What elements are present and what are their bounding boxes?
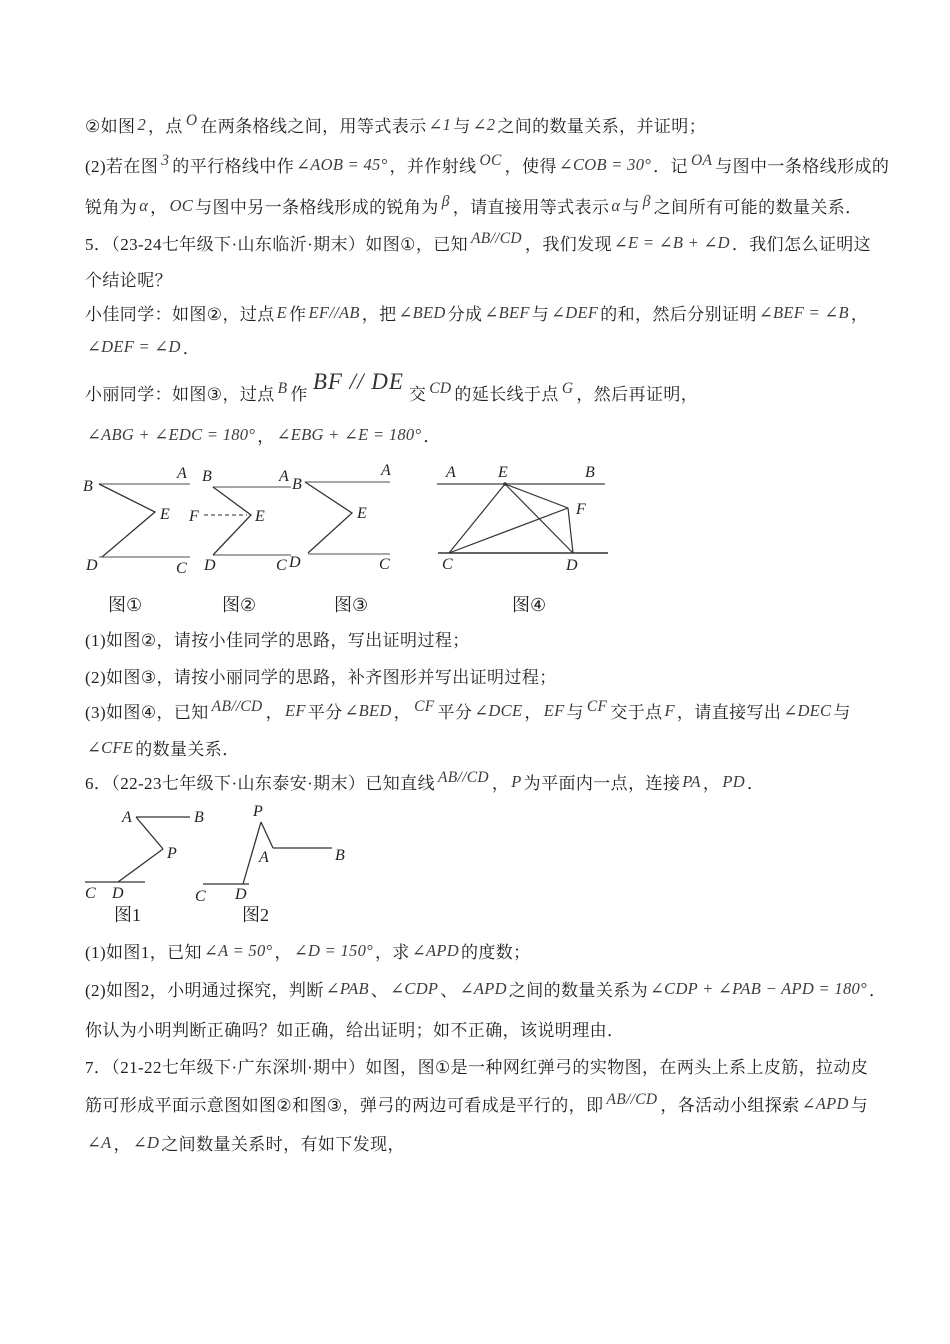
text-run: 与: [566, 703, 584, 722]
text-line-5: [85, 269, 172, 293]
math-run: ∠A: [87, 1133, 112, 1152]
math-run: ∠2: [472, 115, 496, 134]
math-run: ∠DEC: [783, 701, 832, 720]
text-run: (2)如图③，请按小丽同学的思路，补齐图形并写出证明过程；: [85, 668, 557, 687]
text-line-2: [85, 152, 890, 180]
text-line-1: [85, 112, 707, 140]
math-run: ∠DEF: [551, 303, 599, 322]
math-run: α: [611, 196, 621, 215]
fig6a-label-P: P: [167, 845, 177, 862]
fig4-point-E: [503, 482, 507, 486]
math-run: EF: [543, 701, 565, 720]
text-line-15: [85, 941, 531, 965]
math-run: ∠DCE: [474, 701, 523, 720]
text-run: ，使得: [504, 157, 557, 176]
text-run: 你认为小明判断正确吗？如正确，给出证明；如不正确，该说明理由．: [85, 1021, 625, 1040]
fig4-label-C: C: [442, 556, 453, 573]
math-run: OC: [169, 196, 194, 215]
fig1-label-C: C: [176, 560, 187, 577]
fig1-label-B: B: [83, 478, 93, 495]
math-run: ∠E = ∠B + ∠D: [613, 233, 730, 252]
math-run: ∠D = 150°: [293, 941, 374, 960]
math-run: AB//CD: [437, 769, 489, 786]
math-run: ∠BEF: [484, 303, 530, 322]
fig3-label-A: A: [381, 462, 391, 479]
fig1-zigzag-BED: [99, 484, 155, 557]
text-run: ，: [524, 703, 542, 722]
math-run: ∠1: [428, 115, 452, 134]
fig6b-label-C: C: [195, 888, 206, 905]
fig3-label-D: D: [289, 554, 301, 571]
text-run: ，: [113, 1135, 131, 1154]
fig4-label-A: A: [446, 464, 456, 481]
math-run: AB//CD: [211, 698, 263, 715]
fig2-label-E: E: [255, 508, 265, 525]
math-run: G: [561, 380, 574, 397]
text-run: 与: [622, 198, 640, 217]
text-run: 与: [531, 305, 550, 324]
fig6a-label-B: B: [194, 809, 204, 826]
text-line-4: [85, 230, 872, 258]
text-line-20: [85, 1133, 405, 1157]
text-run: ，把: [361, 305, 397, 324]
fig6b-label-B: B: [335, 847, 345, 864]
text-run: 5．（23-24七年级下·山东临沂·期末）如图①，已知: [85, 235, 469, 254]
text-run: ，: [265, 703, 283, 722]
text-run: 之间数量关系时，有如下发现，: [161, 1135, 405, 1154]
math-run: B: [277, 380, 288, 397]
text-run: ，: [257, 427, 275, 446]
fig6a-segment-AP: [136, 817, 163, 849]
fig6b-label-P: P: [253, 803, 263, 820]
text-run: ，请直接用等式表示: [452, 198, 610, 217]
math-run: α: [139, 196, 149, 215]
text-run: 7．（21-22七年级下·广东深圳·期中）如图，图①是一种网红弹弓的实物图，在两头上系上皮筋，拉动皮: [85, 1058, 869, 1077]
math-run: E: [276, 303, 288, 322]
text-run: 个结论呢？: [85, 271, 172, 290]
math-run: ∠EBG + ∠E = 180°: [276, 425, 422, 444]
fig2-label-F: F: [189, 508, 199, 525]
text-run: (2)若在图: [85, 157, 159, 176]
text-run: 的延长线于点: [454, 385, 559, 404]
text-run: ，: [702, 774, 721, 793]
text-run: ，并作射线: [389, 157, 477, 176]
math-run: F: [664, 701, 675, 720]
math-run: EF//AB: [308, 303, 360, 322]
fig2-label-B: B: [202, 468, 212, 485]
math-run: ∠COB = 30°: [558, 155, 652, 174]
math-run: ∠CDP: [390, 979, 439, 998]
text-run: 、: [440, 981, 458, 1000]
math-run: PA: [682, 772, 701, 791]
fig6a-label-D: D: [112, 885, 124, 902]
text-run: 在两条格线之间，用等式表示: [200, 117, 427, 136]
fig4-label-B: B: [585, 464, 595, 481]
text-line-17: [85, 1019, 624, 1043]
text-run: 分成: [447, 305, 483, 324]
fig-circle3: [288, 462, 391, 573]
math-run: ∠APD: [801, 1094, 849, 1113]
math-run: CF: [414, 698, 435, 715]
text-line-9: [85, 425, 441, 449]
text-run: 交于点: [610, 703, 663, 722]
math-run: ∠APD: [411, 941, 459, 960]
math-run: ∠BED: [398, 303, 446, 322]
text-line-16: [85, 979, 886, 1003]
text-run: ，请直接写出: [676, 703, 782, 722]
math-run: ∠CDP + ∠PAB − APD = 180°: [650, 979, 867, 998]
math-run: ∠APD: [459, 979, 507, 998]
text-run: ，: [393, 703, 412, 722]
text-run: (2)如图2，小明通过探究，判断: [85, 981, 324, 1000]
math-run: AB//CD: [471, 230, 522, 247]
text-line-14: [85, 769, 765, 797]
text-run: 与: [833, 703, 851, 722]
text-run: 筋可形成平面示意图如图②和图③，弹弓的两边可看成是平行的，即: [85, 1096, 604, 1115]
fig4-label-D: D: [566, 557, 578, 574]
math-run: OA: [690, 152, 713, 169]
math-run: ∠BEF = ∠B: [758, 303, 849, 322]
math-run: EF: [284, 701, 306, 720]
text-run: (1)如图1，已知: [85, 943, 202, 962]
text-run: ，: [850, 305, 869, 324]
text-run: 之间的数量关系，并证明；: [497, 117, 707, 136]
fig3-label-B: B: [292, 476, 302, 493]
text-run: 交: [408, 385, 427, 404]
fig4-segment-EF: [505, 484, 568, 508]
fig-circle4: [437, 464, 608, 574]
math-run: AB//CD: [606, 1091, 658, 1108]
text-line-10: [85, 629, 470, 653]
math-run: CF: [586, 698, 608, 715]
text-line-13: [85, 738, 240, 762]
text-run: ．: [182, 339, 201, 358]
math-run: 3: [161, 152, 170, 169]
text-run: ，: [150, 198, 168, 217]
text-run: 与: [850, 1096, 869, 1115]
math-run: β: [642, 193, 651, 210]
fig-caption-tu2: 图2: [242, 905, 269, 925]
fig6a-segment-PD: [118, 849, 163, 882]
text-run: ，然后再证明，: [576, 385, 699, 404]
fig3-label-E: E: [357, 505, 367, 522]
text-run: 、: [370, 981, 389, 1000]
math-run: ∠BED: [344, 701, 392, 720]
text-line-11: [85, 666, 557, 690]
text-run: 的和，然后分别证明: [600, 305, 757, 324]
fig6a-label-C: C: [85, 885, 96, 902]
math-run: OC: [479, 152, 502, 169]
fig1-label-A: A: [177, 465, 187, 482]
fig2-label-A: A: [279, 468, 289, 485]
text-line-19: [85, 1091, 869, 1119]
math-run: ∠A = 50°: [203, 941, 273, 960]
fig6b-label-D: D: [235, 886, 247, 903]
fig6a-label-A: A: [122, 809, 132, 826]
fig2-label-D: D: [204, 557, 216, 574]
text-run: 小丽同学：如图③，过点: [85, 385, 275, 404]
text-run: 的度数；: [460, 943, 531, 962]
math-run: BF // DE: [312, 369, 404, 394]
text-run: 之间的数量关系为: [508, 981, 649, 1000]
fig-caption-1: 图①: [108, 595, 143, 615]
fig1-label-E: E: [160, 506, 170, 523]
text-run: ，我们发现: [524, 235, 612, 254]
text-run: 与: [453, 117, 471, 136]
math-run: ∠PAB: [325, 979, 369, 998]
fig-caption-tu1: 图1: [114, 905, 141, 925]
text-run: 的平行格线中作: [172, 157, 295, 176]
text-run: 平分: [437, 703, 473, 722]
text-run: 为平面内一点，连接: [523, 774, 681, 793]
math-run: CD: [429, 380, 452, 397]
math-run: ∠D: [132, 1133, 160, 1152]
fig1-label-D: D: [86, 557, 98, 574]
math-run: 2: [137, 115, 147, 134]
fig-caption-2: 图②: [222, 595, 257, 615]
fig4-label-F: F: [576, 501, 586, 518]
fig6b-label-A: A: [259, 849, 269, 866]
text-run: ．: [746, 774, 765, 793]
text-run: 6．（22-23七年级下·山东泰安·期末）已知直线: [85, 774, 435, 793]
math-run: P: [511, 772, 522, 791]
fig-caption-4: 图④: [512, 595, 547, 615]
text-run: 平分: [307, 703, 343, 722]
fig-caption-3: 图③: [334, 595, 369, 615]
text-run: ，各活动小组探索: [660, 1096, 800, 1115]
math-run: ∠AOB = 45°: [296, 155, 388, 174]
math-run: ∠CFE: [87, 738, 134, 757]
text-line-7: [85, 337, 200, 361]
math-run: β: [441, 193, 450, 210]
math-run: O: [185, 112, 198, 129]
text-run: (1)如图②，请按小佳同学的思路，写出证明过程；: [85, 631, 470, 650]
math-run: PD: [722, 772, 745, 791]
text-run: ．: [868, 981, 887, 1000]
fig2-zigzag-BED: [213, 487, 251, 555]
fig3-zigzag-BED: [305, 482, 352, 553]
text-run: ，: [274, 943, 292, 962]
text-line-8: [85, 369, 699, 408]
text-run: ，: [491, 774, 510, 793]
text-run: ②如图: [85, 117, 136, 136]
text-run: 小佳同学：如图②，过点: [85, 305, 275, 324]
fig4-segment-FD: [568, 508, 573, 553]
fig-circle1: [83, 465, 190, 577]
text-run: ．记: [653, 157, 688, 176]
fig-2: [195, 803, 345, 905]
math-run: ∠ABG + ∠EDC = 180°: [87, 425, 256, 444]
text-line-6: [85, 303, 868, 327]
fig6b-segment-PA: [261, 822, 273, 848]
text-line-3: [85, 193, 863, 221]
text-run: 作: [289, 305, 307, 324]
text-run: 与图中另一条格线形成的锐角为: [195, 198, 439, 217]
fig-1: [85, 809, 204, 902]
text-run: ．我们怎么证明这: [731, 235, 872, 254]
text-run: 的数量关系．: [135, 740, 240, 759]
text-run: 作: [290, 385, 308, 404]
math-run: ∠DEF = ∠D: [87, 337, 181, 356]
fig-circle2: [188, 468, 291, 574]
text-run: (3)如图④，已知: [85, 703, 209, 722]
fig4-label-E: E: [498, 464, 508, 481]
text-line-12: [85, 698, 851, 726]
text-run: ，求: [375, 943, 410, 962]
fig2-label-C: C: [276, 557, 287, 574]
fig3-label-C: C: [379, 556, 390, 573]
text-run: ．: [423, 427, 441, 446]
text-run: 与图中一条格线形成的: [715, 157, 890, 176]
text-run: 锐角为: [85, 198, 138, 217]
text-line-18: [85, 1056, 868, 1080]
text-run: ，点: [148, 117, 183, 136]
text-run: 之间所有可能的数量关系．: [653, 198, 863, 217]
